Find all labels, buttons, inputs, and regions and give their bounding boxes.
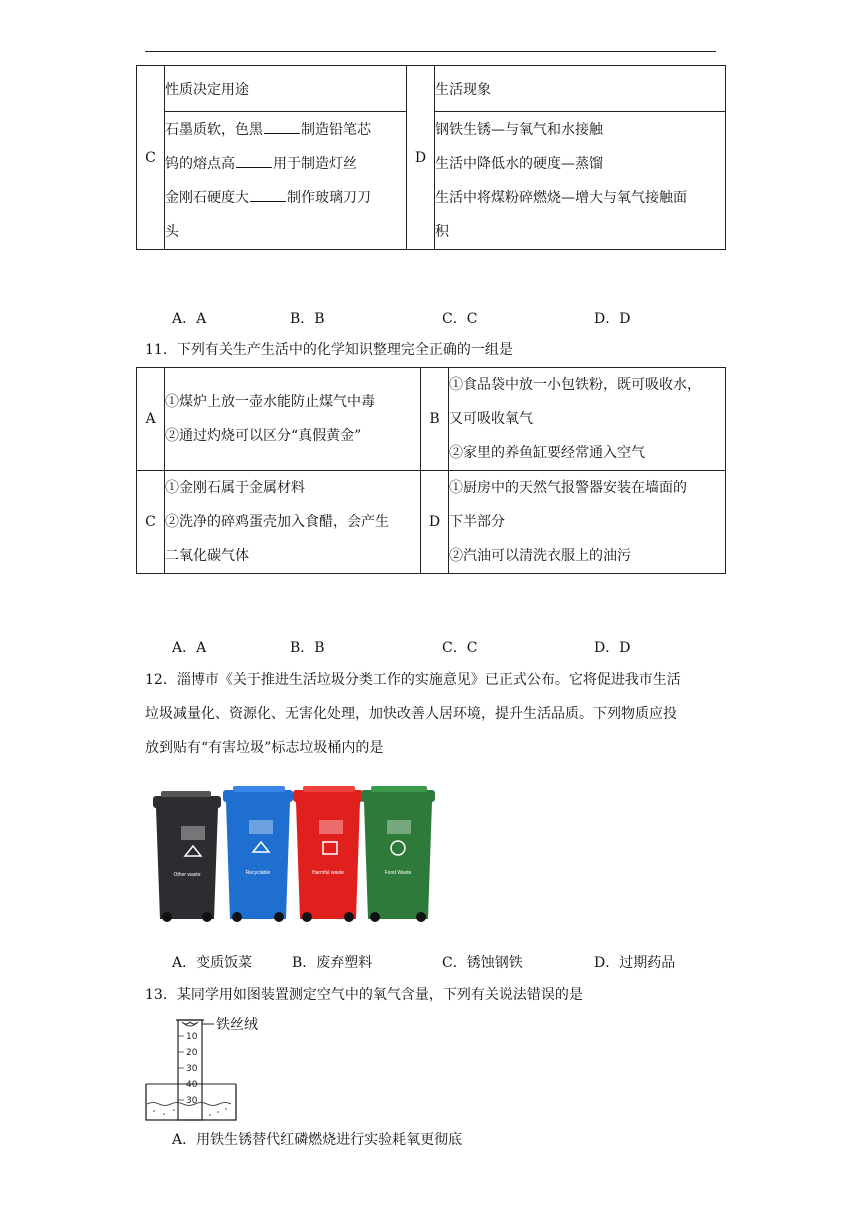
d-line-1: 钢铁生锈—与氧气和水接触 [435,121,603,138]
q11-b-line-2: 又可吸收氧气 [449,411,533,427]
q12-options [172,952,732,972]
scale-label: 10 [186,1032,198,1042]
option-c[interactable]: C．C [442,640,478,656]
q11-table [136,367,726,574]
q11-b-content [449,368,726,471]
d-line-3: 生活中将煤粉碎燃烧—增大与氧气接触面 [435,189,687,206]
q11-a-line-1: ①煤炉上放一壶水能防止煤气中毒 [165,394,375,410]
fill-blank [236,153,272,168]
option-c[interactable]: C．锈蚀钢铁 [442,955,523,971]
q12-line-1: 12．淄博市《关于推进生活垃圾分类工作的实施意见》已正式公布。它将促进我市生活 [145,672,681,688]
bin-recyclable [223,786,293,922]
apparatus-diagram [140,1012,290,1122]
option-a[interactable]: A．变质饭菜 [172,955,253,971]
bin-harmful-waste [293,786,363,922]
q11-d-line-1: ①厨房中的天然气报警器安装在墙面的 [449,480,687,496]
q11-c-content [165,471,421,574]
q11-options [172,637,732,657]
scale-label: 30 [186,1096,198,1106]
scale-label: 20 [186,1048,198,1058]
waste-bins-image [147,786,439,923]
option-c[interactable]: C．C [442,311,478,327]
q13-stem: 13．某同学用如图装置测定空气中的氧气含量，下列有关说法错误的是 [145,987,583,1003]
q11-stem: 11．下列有关生产生活中的化学知识整理完全正确的一组是 [145,342,513,358]
iron-wool-label: 铁丝绒 [216,1017,258,1033]
q11-d-line-2: 下半部分 [449,514,505,530]
q11-a-label: A [137,368,165,471]
header-rule [145,51,716,52]
d-line-4: 积 [435,223,449,240]
q11-c-line-3: 二氧化碳气体 [165,548,249,564]
bin-label: Food Waste [384,870,412,876]
bin-label: Recyclable [245,870,271,876]
q11-c-line-1: ①金刚石属于金属材料 [165,480,305,496]
bin-food-waste [361,786,435,922]
option-b[interactable]: B．B [290,311,325,327]
c-line-3: 金刚石硬度大 制作玻璃刀刀 [165,181,406,215]
q12-stem [145,663,725,765]
bin-label: Other waste [173,872,201,878]
option-d[interactable]: D．过期药品 [594,955,676,971]
q11-b-line-1: ①食品袋中放一小包铁粉，既可吸收水， [449,377,701,393]
fill-blank [250,187,286,202]
option-b[interactable]: B．废弃塑料 [292,955,373,971]
q11-d-content [449,471,726,574]
q11-c-label: C [137,471,165,574]
q12-line-3: 放到贴有“有害垃圾”标志垃圾桶内的是 [145,740,384,756]
q11-b-label: B [421,368,449,471]
option-c-label: C [137,66,165,250]
option-a[interactable]: A．A [172,640,207,656]
q11-d-line-3: ②汽油可以清洗衣服上的油污 [449,548,631,564]
d-line-2: 生活中降低水的硬度—蒸馏 [435,155,603,172]
c-line-2: 钨的熔点高 用于制造灯丝 [165,147,406,181]
q11-b-line-3: ②家里的养鱼缸要经常通入空气 [449,445,645,461]
waste-bins-illustration [147,786,439,923]
bin-label: Harmful waste [312,870,344,876]
q11-a-line-2: ②通过灼烧可以区分“真假黄金” [165,428,362,444]
q11-d-label: D [421,471,449,574]
scale-label: 40 [186,1080,198,1090]
bin-other-waste [153,791,221,922]
option-d-label: D [407,66,435,250]
fill-blank [264,119,300,134]
q13-option-a[interactable]: A．用铁生锈替代红磷燃烧进行实验耗氧更彻底 [172,1132,463,1148]
d-content [435,112,726,250]
q11-c-line-2: ②洗净的碎鸡蛋壳加入食醋，会产生 [165,514,389,530]
oxygen-apparatus-figure [140,1012,290,1122]
option-d[interactable]: D．D [594,311,631,327]
q10-table [136,65,726,250]
c-content [165,112,407,250]
q11-a-content [165,368,421,471]
option-b[interactable]: B．B [290,640,325,656]
q10-options [172,308,732,328]
scale-label: 30 [186,1064,198,1074]
c-line-4: 头 [165,223,179,240]
d-header: 生活现象 [435,66,726,112]
option-d[interactable]: D．D [594,640,631,656]
q12-line-2: 垃圾减量化、资源化、无害化处理，加快改善人居环境，提升生活品质。下列物质应投 [145,706,677,722]
c-header: 性质决定用途 [165,66,407,112]
c-line-1: 石墨质软，色黑 制造铅笔芯 [165,113,406,147]
option-a[interactable]: A．A [172,311,207,327]
